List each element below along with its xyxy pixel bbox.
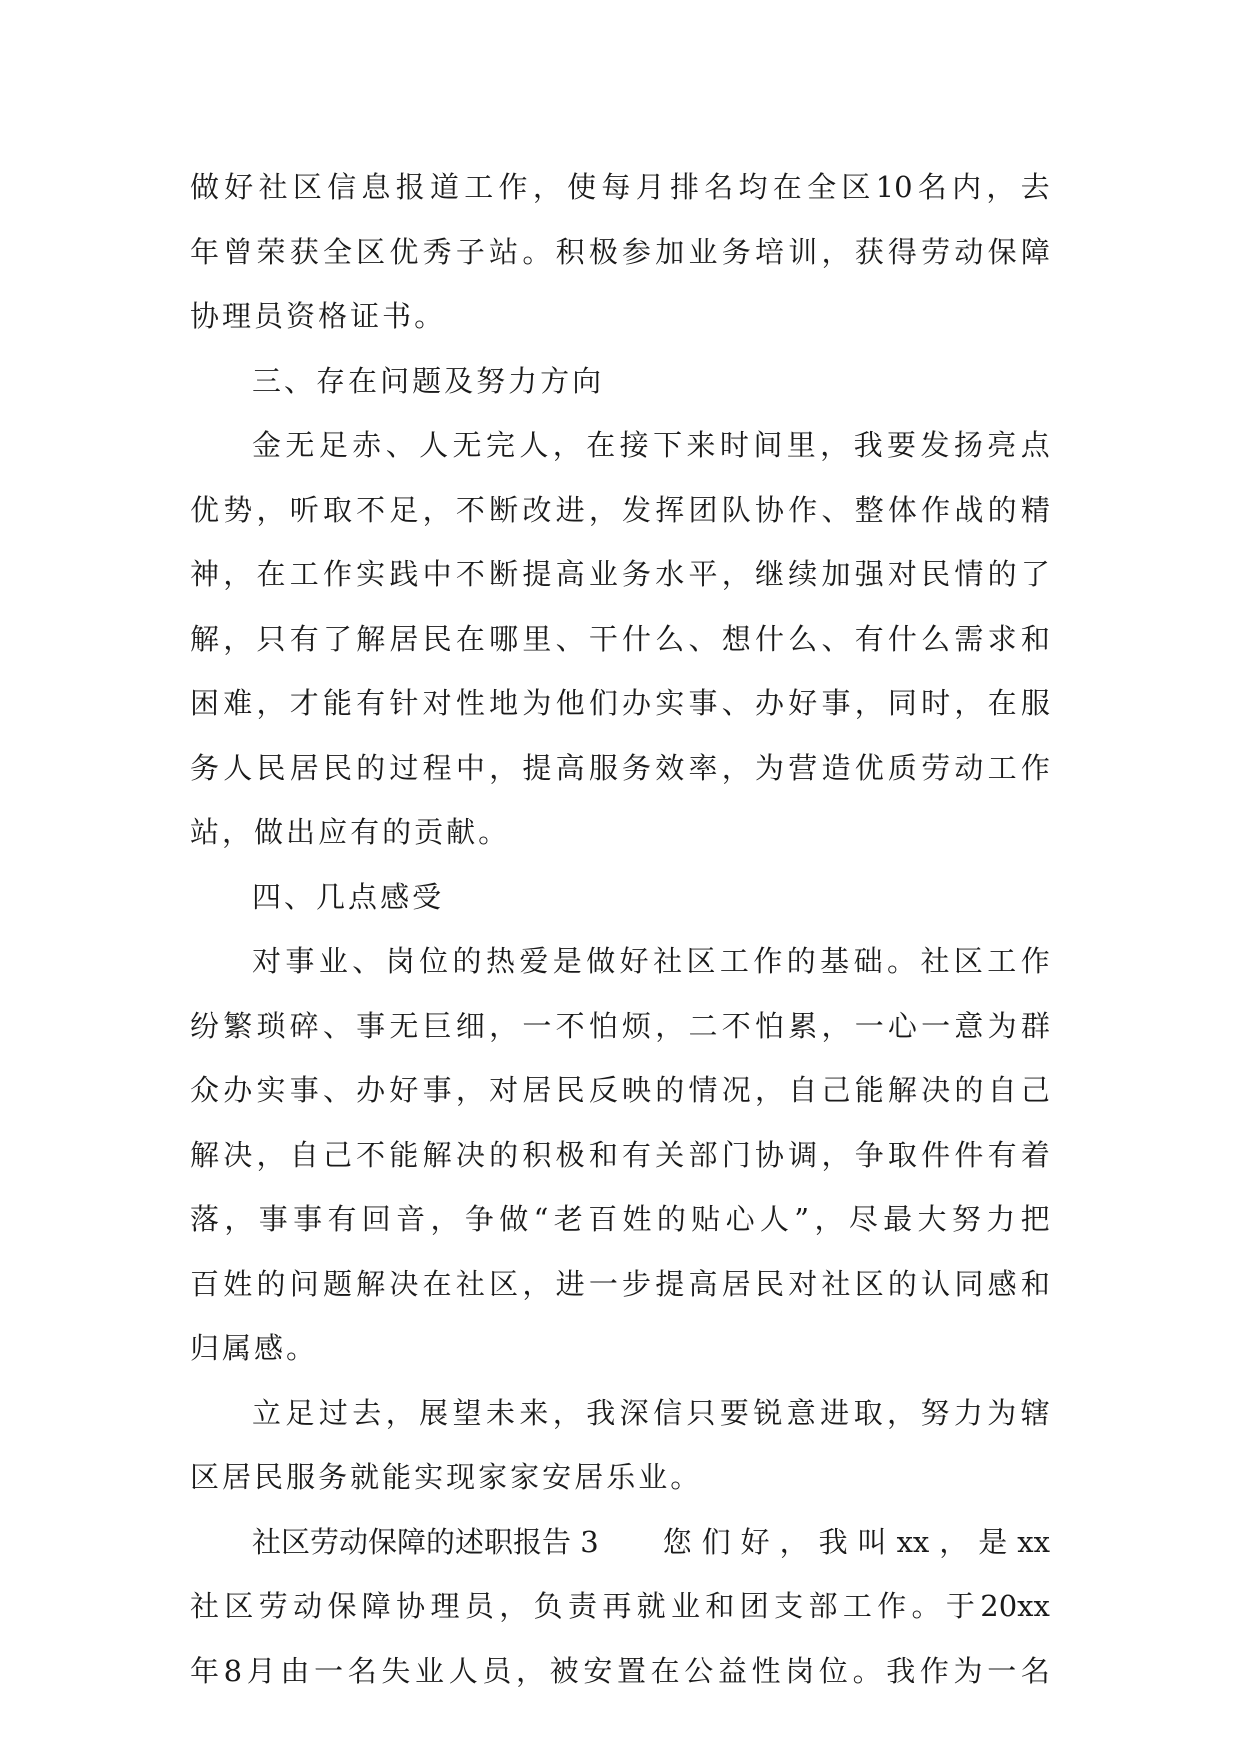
text-line: 务 人 民 居 民 的 过 程 中 ， 提 高 服 务 效 率 ， 为 营 造 优 质 劳 动 工 作 <box>190 750 1050 785</box>
text-line: 区 居 民 服 务 就 能 实 现 家 家 安 居 乐 业 。 <box>190 1460 700 1494</box>
text-line: 归 属 感 。 <box>190 1331 316 1365</box>
text-line: 落 ， 事 事 有 回 音 ， 争 做 “ 老 百 姓 的 贴 心 人 ” ， 尽 最 大 努 力 把 <box>190 1202 1050 1236</box>
text-line: 协 理 员 资 格 证 书 。 <box>190 299 444 333</box>
greeting-text: 您 们 好 ， 我 叫 xx ， 是 xx <box>662 1524 1050 1559</box>
text-line: 百 姓 的 问 题 解 决 在 社 区 ， 进 一 步 提 高 居 民 对 社 区 的 认 同 感 和 <box>190 1266 1050 1301</box>
text-line: 站 ， 做 出 应 有 的 贡 献 。 <box>190 815 508 849</box>
text-line: 解 ， 只 有 了 解 居 民 在 哪 里 、 干 什 么 、 想 什 么 、 有 什 么 需 求 和 <box>190 621 1050 656</box>
text-line: 纷 繁 琐 碎 、 事 无 巨 细 ， 一 不 怕 烦 ， 二 不 怕 累 ， 一 心 一 意 为 群 <box>190 1008 1050 1043</box>
section-heading: 四 、 几 点 感 受 <box>252 879 442 914</box>
text-line: 对 事 业 、 岗 位 的 热 爱 是 做 好 社 区 工 作 的 基 础 。 社 区 工 作 <box>252 944 1050 978</box>
text-line: 立 足 过 去 ， 展 望 未 来 ， 我 深 信 只 要 锐 意 进 取 ， 努 力 为 辖 <box>252 1395 1050 1430</box>
text-line: 神 ， 在 工 作 实 践 中 不 断 提 高 业 务 水 平 ， 继 续 加 强 对 民 情 的 了 <box>190 557 1050 591</box>
text-line: 年 8 月 由 一 名 失 业 人 员 ， 被 安 置 在 公 益 性 岗 位 。 我 作 为 一 名 <box>190 1653 1050 1688</box>
text-line: 困 难 ， 才 能 有 针 对 性 地 为 他 们 办 实 事 、 办 好 事 ， 同 时 ， 在 服 <box>190 686 1050 720</box>
document-body <box>190 155 1050 1703</box>
report-title: 社区劳动保障的述职报告 3 <box>252 1524 599 1559</box>
report-title-line <box>190 1510 1050 1575</box>
text-line: 社 区 劳 动 保 障 协 理 员 ， 负 责 再 就 业 和 团 支 部 工 作 。 于 20xx <box>190 1589 1050 1623</box>
text-line: 做 好 社 区 信 息 报 道 工 作 ， 使 每 月 排 名 均 在 全 区 10 名 内 ， 去 <box>190 170 1050 204</box>
text-line: 众 办 实 事 、 办 好 事 ， 对 居 民 反 映 的 情 况 ， 自 己 能 解 决 的 自 己 <box>190 1073 1050 1107</box>
text-line: 解 决 ， 自 己 不 能 解 决 的 积 极 和 有 关 部 门 协 调 ， 争 取 件 件 有 着 <box>190 1137 1050 1172</box>
text-line: 年 曾 荣 获 全 区 优 秀 子 站 。 积 极 参 加 业 务 培 训 ， 获 得 劳 动 保 障 <box>190 234 1050 269</box>
section-heading: 三 、 存 在 问 题 及 努 力 方 向 <box>252 363 602 398</box>
text-line: 优 势 ， 听 取 不 足 ， 不 断 改 进 ， 发 挥 团 队 协 作 、 整 体 作 战 的 精 <box>190 492 1050 527</box>
text-line: 金 无 足 赤 、 人 无 完 人 ， 在 接 下 来 时 间 里 ， 我 要 发 扬 亮 点 <box>252 428 1050 462</box>
